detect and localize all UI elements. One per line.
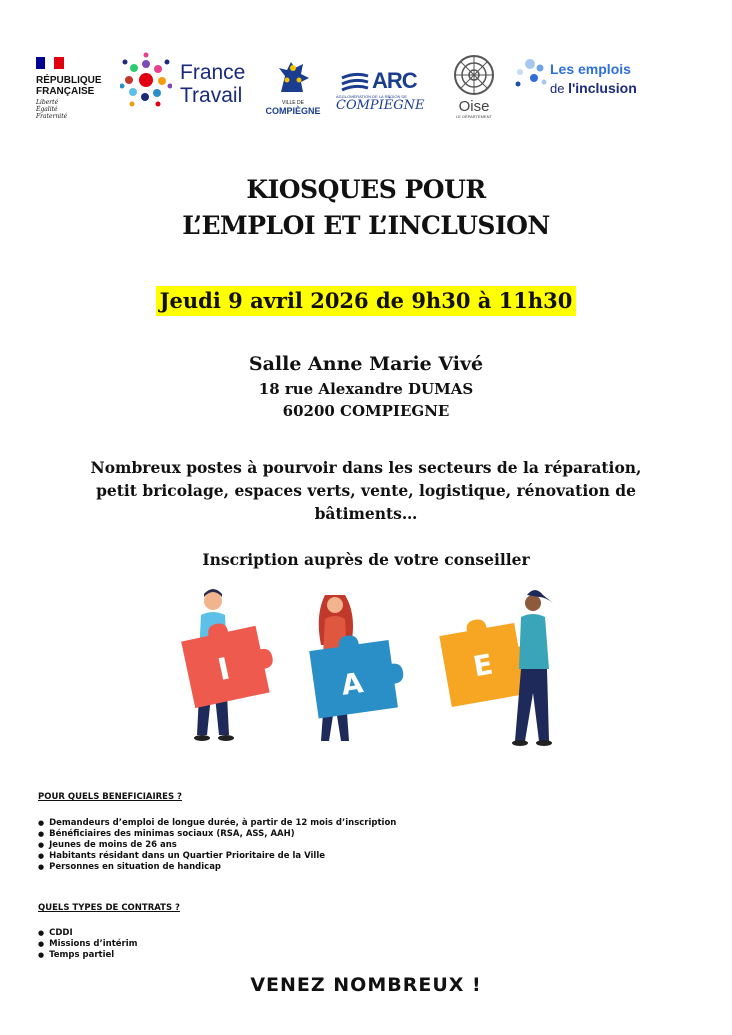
- arc-name: ARC: [372, 68, 417, 93]
- contrat-item: ● Missions d’intérim: [38, 939, 138, 950]
- venue-street: 18 rue Alexandre DUMAS: [258, 380, 474, 398]
- france-travail-logo: [120, 52, 250, 112]
- beneficiaire-item: ● Jeunes de moins de 26 ans: [38, 840, 396, 851]
- republique-francaise-logo: [36, 54, 108, 120]
- rf-line2: FRANÇAISE: [36, 86, 95, 97]
- rf-motto1: Liberté: [36, 99, 59, 106]
- france-travail-line2: Travail: [180, 84, 243, 107]
- title-line1: KIOSQUES POUR: [246, 175, 486, 204]
- red-puzzle-piece: [179, 614, 279, 708]
- france-travail-line1: France: [180, 61, 246, 84]
- event-date-wrap: [0, 286, 732, 316]
- compiegne-small: VILLE DE: [282, 100, 304, 106]
- arc-small: AGGLOMÉRATION DE LA RÉGION DE: [336, 94, 408, 99]
- puzzle-people-illustration: [165, 585, 565, 760]
- title-line2: L’EMPLOI ET L’INCLUSION: [182, 211, 550, 240]
- puzzle-letter-e: E: [470, 647, 496, 684]
- venue: [0, 350, 732, 422]
- oise-name: Oise: [458, 98, 490, 115]
- oise-emblem-icon: [451, 54, 497, 96]
- call-to-action: VENEZ NOMBREUX !: [250, 974, 482, 996]
- rf-motto3: Fraternité: [36, 113, 68, 120]
- beneficiaires-title: POUR QUELS BENEFICIAIRES ?: [38, 792, 182, 802]
- beneficiaires-list: [38, 818, 396, 873]
- rf-motto2: Égalité: [36, 106, 58, 113]
- oise-small: LE DÉPARTEMENT: [456, 114, 492, 119]
- contrats-list: [38, 928, 138, 961]
- france-travail-dots-icon: [120, 52, 172, 108]
- contrats-title: QUELS TYPES DE CONTRATS ?: [38, 903, 180, 913]
- page-title: [0, 172, 732, 244]
- beneficiaire-item: ● Demandeurs d’emploi de longue durée, à partir de 12 mois d’inscription: [38, 818, 396, 829]
- compiegne-name: COMPIÈGNE: [265, 106, 321, 116]
- inscription-note: Inscription auprès de votre conseiller: [202, 550, 530, 569]
- event-date: Jeudi 9 avril 2026 de 9h30 à 11h30: [156, 286, 577, 316]
- inclusion-line2-b: l'inclusion: [568, 80, 637, 96]
- partner-logos: [36, 48, 696, 128]
- inclusion-line2-a: de: [550, 81, 569, 96]
- inclusion-line1: Les emplois: [550, 61, 631, 77]
- ville-compiegne-logo: [262, 58, 324, 116]
- description-line3: bâtiments…: [314, 504, 418, 523]
- arc-waves-icon: [340, 72, 370, 92]
- puzzle-letter-a: A: [339, 666, 366, 702]
- beneficiaire-item: ● Bénéficiaires des minimas sociaux (RSA, ASS, AAH): [38, 829, 396, 840]
- beneficiaire-item: ● Personnes en situation de handicap: [38, 862, 396, 873]
- job-description: [60, 456, 672, 525]
- inclusion-dots-icon: [510, 58, 548, 92]
- description-line2: petit bricolage, espaces verts, vente, logistique, rénovation de: [96, 481, 636, 500]
- contrat-item: ● CDDI: [38, 928, 138, 939]
- marianne-flag-icon: [36, 57, 64, 69]
- rf-line1: RÉPUBLIQUE: [36, 75, 102, 86]
- compiegne-lion-icon: [273, 58, 313, 96]
- description-line1: Nombreux postes à pourvoir dans les secteurs de la réparation,: [90, 458, 642, 477]
- venue-city: 60200 COMPIEGNE: [282, 402, 450, 420]
- oise-logo: [448, 54, 500, 120]
- puzzle-letter-i: I: [214, 651, 234, 689]
- inclusion-line2: [550, 78, 637, 97]
- contrat-item: ● Temps partiel: [38, 950, 138, 961]
- arc-city: COMPIÈGNE: [336, 98, 425, 113]
- venue-name: Salle Anne Marie Vivé: [248, 353, 484, 375]
- beneficiaire-item: ● Habitants résidant dans un Quartier Prioritaire de la Ville: [38, 851, 396, 862]
